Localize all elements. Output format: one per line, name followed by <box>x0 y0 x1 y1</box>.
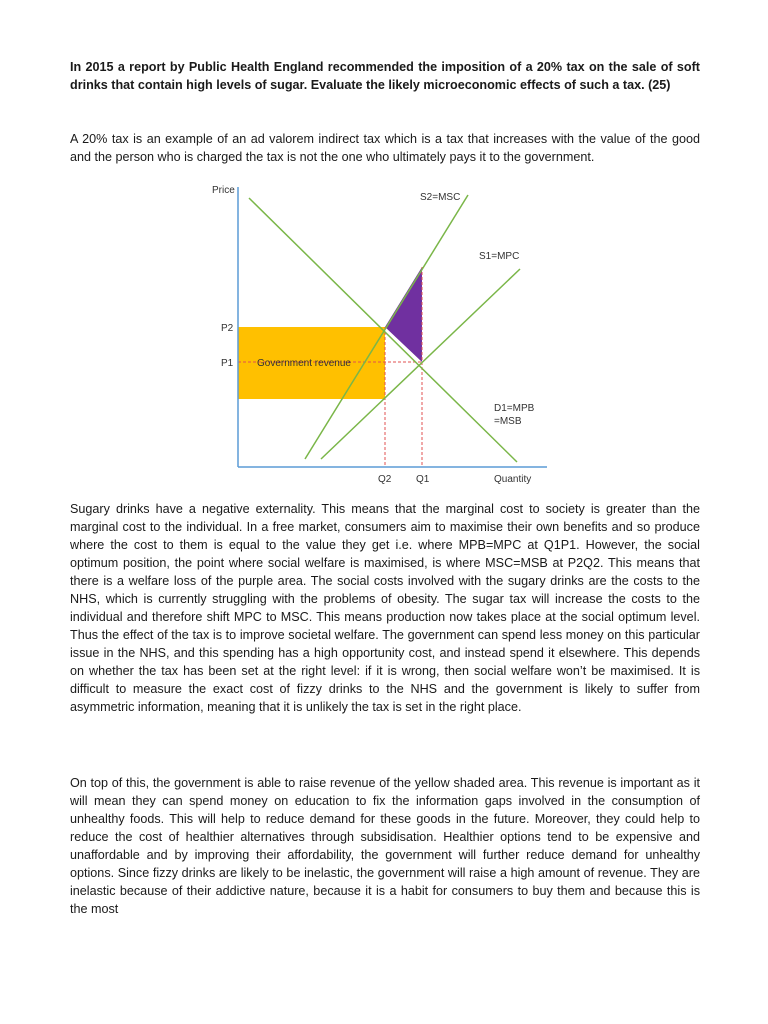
welfare-loss-area <box>385 267 422 362</box>
s2-msc-label: S2=MSC <box>420 192 461 203</box>
q2-label: Q2 <box>378 474 392 485</box>
revenue-paragraph: On top of this, the government is able to raise revenue of the yellow shaded area. This revenue is important as it will mean they can spend money on education to fix the information gaps involved in the consumption of unhealthy foods. This will help to reduce demand for these goods in the future. Moreover, they could help to reduce the cost of healthier alternatives through subsidisation. Healthier options tend to be expensive and unaffordable and by improving their affordability, the government will further reduce demand for unhealthy options. Since fizzy drinks are likely to be inelastic, the government will raise a high amount of revenue. They are inelastic because of their addictive nature, because it is a habit for consumers to buy them and because this is the most <box>70 776 700 916</box>
government-revenue-label: Government revenue <box>257 358 351 369</box>
p2-label: P2 <box>221 323 234 334</box>
tax-externality-diagram <box>200 177 560 489</box>
intro-paragraph: A 20% tax is an example of an ad valorem indirect tax which is a tax that increases with the value of the good and the person who is charged the tax is not the one who ultimately pays it to the government. <box>70 132 700 164</box>
d1-mpb-label: D1=MPB <box>494 403 535 414</box>
s1-mpc-label: S1=MPC <box>479 251 520 262</box>
y-axis-label: Price <box>212 185 235 196</box>
q1-label: Q1 <box>416 474 430 485</box>
essay-question: In 2015 a report by Public Health England recommended the imposition of a 20% tax on the sale of soft drinks that contain high levels of sugar. Evaluate the likely microeconomic effects of such a tax. (25) <box>70 60 700 92</box>
externality-paragraph: Sugary drinks have a negative externality. This means that the marginal cost to society is greater than the marginal cost to the individual. In a free market, consumers aim to maximise their own benefits and so produce where the cost to them is equal to the value they get i.e. where MPB=MPC at Q1P1. However, the social optimum position, the point where social welfare is maximised, is where MSC=MSB at P2Q2. This means that there is a welfare loss of the purple area. The social costs involved with the sugary drinks are the costs to the NHS, which is currently struggling with the problems of obesity. The sugar tax will increase the costs to the individual and therefore shift MPC to MSC. This means production now takes place at the social optimum level. Thus the effect of the tax is to improve societal welfare. The government can spend less money on this particular issue in the NHS, and this spending has a high opportunity cost, and instead spend it elsewhere. This depends on whether the tax has been set at the right level: if it is wrong, then social welfare won’t be maximised. It is difficult to measure the exact cost of fizzy drinks to the NHS and the government is likely to suffer from asymmetric information, meaning that it is unlikely the tax is set in the right place. <box>70 502 700 714</box>
d1-msb-label: =MSB <box>494 416 522 427</box>
x-axis-label: Quantity <box>494 474 532 485</box>
p1-label: P1 <box>221 358 234 369</box>
